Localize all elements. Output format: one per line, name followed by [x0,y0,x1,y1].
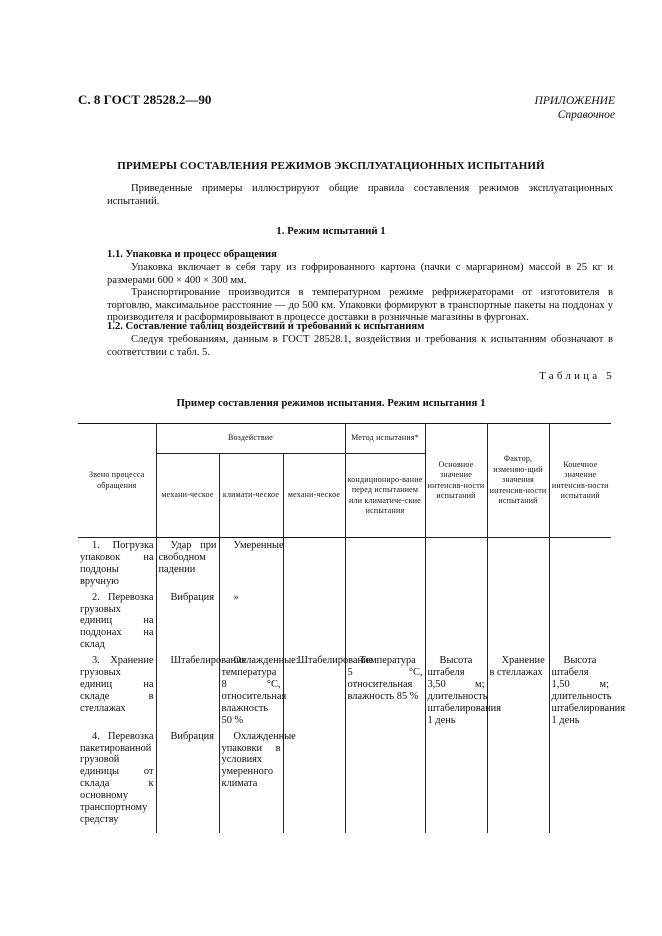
cell-basic-value: Высота штабеля 3,50 м; длительность штабелирования 1 день [425,653,487,728]
cell-factor: Хранение в стеллажах [487,653,549,728]
subsection-1-1-title: 1.1. Упаковка и процесс обращения [107,249,277,260]
cell-link: 3. Хранение грузовых единиц на складе в стеллажах [78,653,156,728]
header-mech-1: механи-ческое [156,454,219,538]
table-5 [78,423,625,833]
subsection-1-2-paragraph: Следуя требованиям, данным в ГОСТ 28528.1, воздействия и требования к испытаниям обозначают в соответствии с табл. 5. [107,334,613,358]
section-1-title: 1. Режим испытаний 1 [276,225,386,237]
cell-final-value [549,729,611,833]
cell-mech-2 [283,538,345,590]
cell-mech-2: Штабелирование [283,653,345,728]
subsection-1-1-paragraph-1: Упаковка включает в себя тару из гофрированного картона (пачки с маргарином) массой в 25 кг и размерами 600 × 400 × 300 мм. [107,262,613,286]
cell-link: 1. Погрузка упаковок на поддоны вручную [78,538,156,590]
table-title: Пример составления режимов испытания. Режим испытания 1 [176,397,486,409]
cell-mech-1: Удар при свободном падении [156,538,219,590]
cell-link: 4. Перевозка пакетированной грузовой единицы от склада к основному транспортному средству [78,729,156,833]
appendix-note: Справочное [557,109,615,121]
header-impact: Воздействие [156,424,345,454]
header-conditioning: кондициониро-вание перед испытанием или климатиче-ские испытания [345,454,425,538]
header-mech-2: механи-ческое [283,454,345,538]
header-climatic: климати-ческое [219,454,283,538]
cell-mech-1: Вибрация [156,590,219,654]
cell-mech-1: Вибрация [156,729,219,833]
cell-final-value: Высота штабеля 1,50 м; длительность штабелирования 1 день [549,653,611,728]
cell-basic-value [425,590,487,654]
table-row [78,729,611,833]
table-row [78,653,611,728]
cell-mech-2 [283,729,345,833]
header-basic-value: Основное значение интенсив-ности испытаний [425,424,487,538]
header-final-value: Конечное значение интенсив-ности испытаний [549,424,611,538]
cell-conditioning [345,538,425,590]
subsection-1-1-paragraph-2: Транспортирование производится в температурном режиме рефрижераторами от изготовителя в торговлю, максимальное расстояние — до 500 км. Упаковки формируют в транспортные пакеты на поддонах у производителя и расформировывают в процессе доставки в розничные магазины в фургонах. [107,287,613,324]
cell-mech-1: Штабелирование [156,653,219,728]
document-title: ПРИМЕРЫ СОСТАВЛЕНИЯ РЕЖИМОВ ЭКСПЛУАТАЦИОННЫХ ИСПЫТАНИЙ [117,160,545,172]
cell-climatic: » [219,590,283,654]
cell-conditioning [345,590,425,654]
cell-climatic: Охлажденные: температура 8 °С, относительная влажность 50 % [219,653,283,728]
appendix-label [535,94,615,122]
table-row [78,538,611,590]
cell-mech-2 [283,590,345,654]
header-link: Звено процесса обращения [78,424,156,538]
cell-factor [487,590,549,654]
cell-conditioning: Температура 5 °С, относительная влажность 85 % [345,653,425,728]
table-row [78,590,611,654]
cell-conditioning [345,729,425,833]
table-label: Таблица 5 [539,370,615,382]
cell-final-value [549,590,611,654]
subsection-1-2-title: 1.2. Составление таблиц воздействий и требований к испытаниям [107,321,425,332]
appendix-title: ПРИЛОЖЕНИЕ [534,95,615,107]
cell-climatic: Охлажденные упаковки в условиях умеренного климата [219,729,283,833]
cell-climatic: Умеренные [219,538,283,590]
header-method: Метод испытания* [345,424,425,454]
page-header: С. 8 ГОСТ 28528.2—90 [78,92,212,107]
cell-factor [487,729,549,833]
cell-basic-value [425,538,487,590]
header-factor: Фактор, изменяю-щий значения интенсив-ности испытаний [487,424,549,538]
cell-factor [487,538,549,590]
cell-final-value [549,538,611,590]
intro-paragraph: Приведенные примеры иллюстрируют общие правила составления режимов эксплуатационных испытаний. [107,183,613,207]
cell-basic-value [425,729,487,833]
cell-link: 2. Перевозка грузовых единиц на поддонах на склад [78,590,156,654]
